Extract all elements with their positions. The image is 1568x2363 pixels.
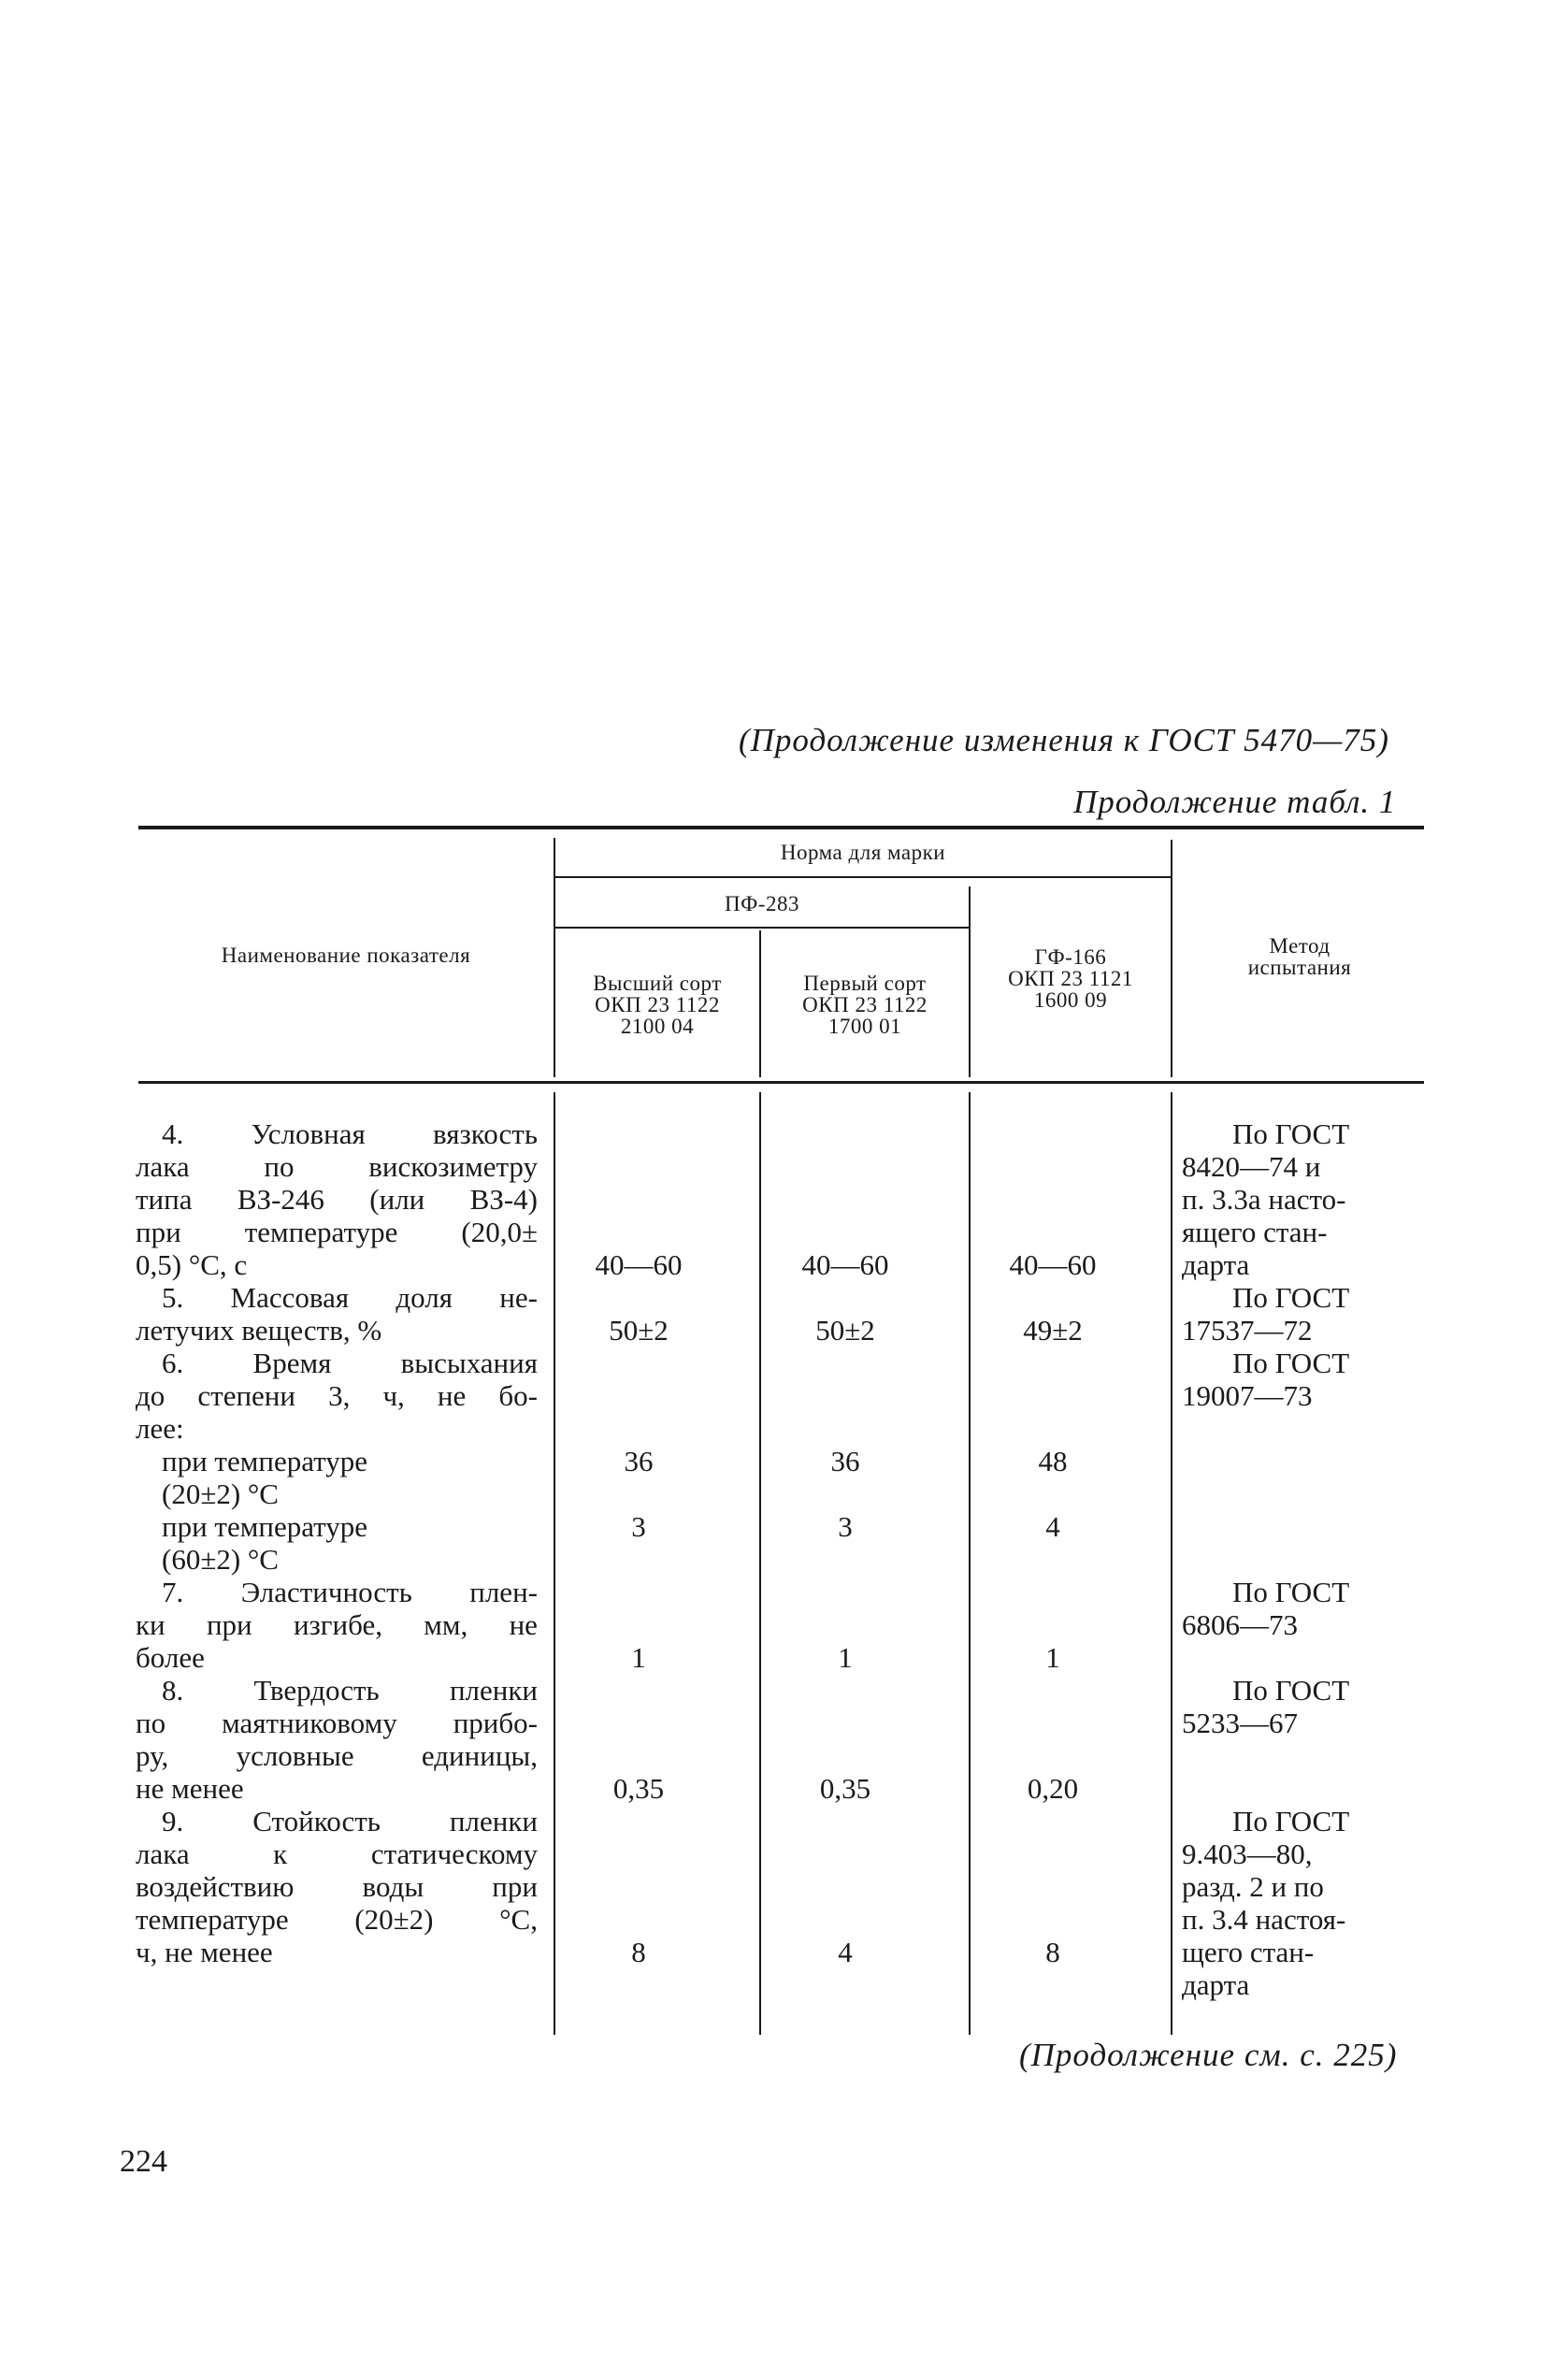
row-6-sub2-value-pf-top: 3 — [631, 1510, 646, 1543]
row-7-value-gf: 1 — [1045, 1641, 1060, 1674]
row-7-value-pf-top: 1 — [631, 1641, 646, 1674]
row-8-method — [1182, 1674, 1425, 1739]
row-9-method-line: дарта — [1182, 1968, 1250, 2001]
row-6-sub1-value-pf-first: 36 — [830, 1445, 860, 1477]
header-gf: ГФ-166 ОКП 23 1121 1600 09 — [1008, 945, 1133, 1012]
row-4-method — [1182, 1117, 1425, 1281]
row-5-value-gf: 49±2 — [1023, 1314, 1083, 1347]
col-divider-1 — [554, 838, 555, 1077]
row-6-sub2-value-pf-first: 3 — [838, 1510, 853, 1543]
row-6-sub2-line: при температуре — [162, 1510, 368, 1543]
row-8-line: не менее — [136, 1772, 244, 1805]
row-8-description — [136, 1674, 538, 1805]
row-4-description — [136, 1117, 538, 1281]
header-pf-first: Первый сорт ОКП 23 1122 1700 01 — [802, 972, 928, 1038]
row-8-line: 8. Твердость пленки — [162, 1674, 538, 1707]
row-8-value-pf-top: 0,35 — [612, 1772, 665, 1805]
row-5-value-pf-first: 50±2 — [815, 1314, 875, 1347]
table-top-rule — [138, 826, 1424, 829]
row-6-method — [1182, 1347, 1425, 1412]
row-7-method-line: По ГОСТ — [1232, 1576, 1350, 1608]
row-4-method-line: По ГОСТ — [1232, 1117, 1350, 1150]
row-9-line: лака к статическому — [136, 1837, 538, 1870]
row-8-value-gf: 0,20 — [1027, 1772, 1079, 1805]
row-4-value-pf-first: 40—60 — [801, 1248, 889, 1281]
row-7-value-pf-first: 1 — [838, 1641, 853, 1674]
row-5-line: летучих веществ, % — [136, 1314, 382, 1347]
row-8-method-line: 5233—67 — [1182, 1707, 1298, 1739]
table-caption: Продолжение табл. 1 — [1073, 784, 1397, 820]
row-6-sub2-line: (60±2) °С — [162, 1543, 279, 1576]
row-6-sub1-line: (20±2) °С — [162, 1477, 279, 1510]
row-6-description — [136, 1347, 538, 1445]
row-4-line: при температуре (20,0± — [136, 1216, 538, 1248]
row-7-description — [136, 1576, 538, 1674]
header-name: Наименование показателя — [221, 944, 471, 967]
document-header-note: (Продолжение изменения к ГОСТ 5470—75) — [739, 722, 1389, 758]
row-4-method-line: дарта — [1182, 1248, 1250, 1281]
row-8-line: по маятниковому прибо- — [136, 1707, 538, 1739]
row-6-line: лее: — [136, 1412, 184, 1445]
row-6-sub1-value-gf: 48 — [1038, 1445, 1068, 1477]
row-5-description — [136, 1281, 538, 1347]
row-9-method-line: п. 3.4 настоя- — [1182, 1903, 1346, 1936]
row-9-value-pf-first: 4 — [838, 1936, 853, 1968]
row-5-value-pf-top: 50±2 — [609, 1314, 669, 1347]
continued-note: (Продолжение см. с. 225) — [1019, 2037, 1398, 2073]
row-4-line: типа ВЗ-246 (или ВЗ-4) — [136, 1183, 538, 1216]
row-4-method-line: п. 3.3а насто- — [1182, 1183, 1346, 1216]
row-9-line: ч, не менее — [136, 1936, 273, 1968]
body-divider-1 — [554, 1092, 555, 2035]
row-6-line: до степени 3, ч, не бо- — [136, 1379, 538, 1412]
row-5-method-line: 17537—72 — [1182, 1314, 1313, 1347]
row-6-sub1-value-pf-top: 36 — [624, 1445, 654, 1477]
row-9-line: воздействию воды при — [136, 1870, 538, 1903]
header-bottom-rule — [138, 1081, 1424, 1084]
header-pf-group: ПФ-283 — [725, 892, 799, 915]
row-6-sub1-line: при температуре — [162, 1445, 368, 1477]
header-method: Метод испытания — [1247, 934, 1352, 979]
row-6-sub2-description — [162, 1510, 367, 1576]
row-9-method-line: 9.403—80, — [1182, 1837, 1313, 1870]
header-norm-group: Норма для марки — [780, 841, 946, 864]
body-divider-3 — [969, 1092, 971, 2035]
row-9-line: температуре (20±2) °С, — [136, 1903, 538, 1936]
body-divider-2 — [759, 1092, 761, 2035]
row-7-method — [1182, 1576, 1425, 1641]
row-4-line: 4. Условная вязкость — [162, 1117, 538, 1150]
row-7-line: 7. Эластичность плен- — [162, 1576, 538, 1608]
row-6-line: 6. Время высыхания — [162, 1347, 538, 1379]
row-5-method-line: По ГОСТ — [1232, 1281, 1350, 1314]
row-6-method-line: 19007—73 — [1182, 1379, 1313, 1412]
row-4-method-line: 8420—74 и — [1182, 1150, 1321, 1183]
body-divider-4 — [1171, 1092, 1172, 2035]
row-9-description — [136, 1805, 538, 1968]
header-pf-top: Высший сорт ОКП 23 1122 2100 04 — [593, 972, 722, 1038]
row-4-line: 0,5) °С, с — [136, 1248, 248, 1281]
row-5-method — [1182, 1281, 1425, 1347]
page-number: 224 — [120, 2144, 167, 2179]
row-6-sub2-value-gf: 4 — [1045, 1510, 1060, 1543]
row-8-value-pf-first: 0,35 — [819, 1772, 871, 1805]
row-7-method-line: 6806—73 — [1182, 1608, 1298, 1641]
row-9-value-gf: 8 — [1045, 1936, 1060, 1968]
row-8-line: ру, условные единицы, — [136, 1739, 538, 1772]
pf-group-rule — [555, 927, 969, 929]
row-9-line: 9. Стойкость пленки — [162, 1805, 538, 1837]
row-6-sub1-description — [162, 1445, 367, 1510]
row-4-method-line: ящего стан- — [1182, 1216, 1328, 1248]
norm-group-rule — [555, 876, 1172, 878]
row-4-value-pf-top: 40—60 — [595, 1248, 683, 1281]
row-9-method-line: разд. 2 и по — [1182, 1870, 1324, 1903]
row-7-line: более — [136, 1641, 205, 1674]
row-9-method — [1182, 1805, 1425, 2001]
row-6-method-line: По ГОСТ — [1232, 1347, 1350, 1379]
row-7-line: ки при изгибе, мм, не — [136, 1608, 538, 1641]
row-4-value-gf: 40—60 — [1009, 1248, 1097, 1281]
row-9-method-line: щего стан- — [1182, 1936, 1315, 1968]
row-5-line: 5. Массовая доля не- — [162, 1281, 538, 1314]
row-9-method-line: По ГОСТ — [1232, 1805, 1350, 1837]
row-8-method-line: По ГОСТ — [1232, 1674, 1350, 1707]
row-9-value-pf-top: 8 — [631, 1936, 646, 1968]
row-4-line: лака по вискозиметру — [136, 1150, 538, 1183]
